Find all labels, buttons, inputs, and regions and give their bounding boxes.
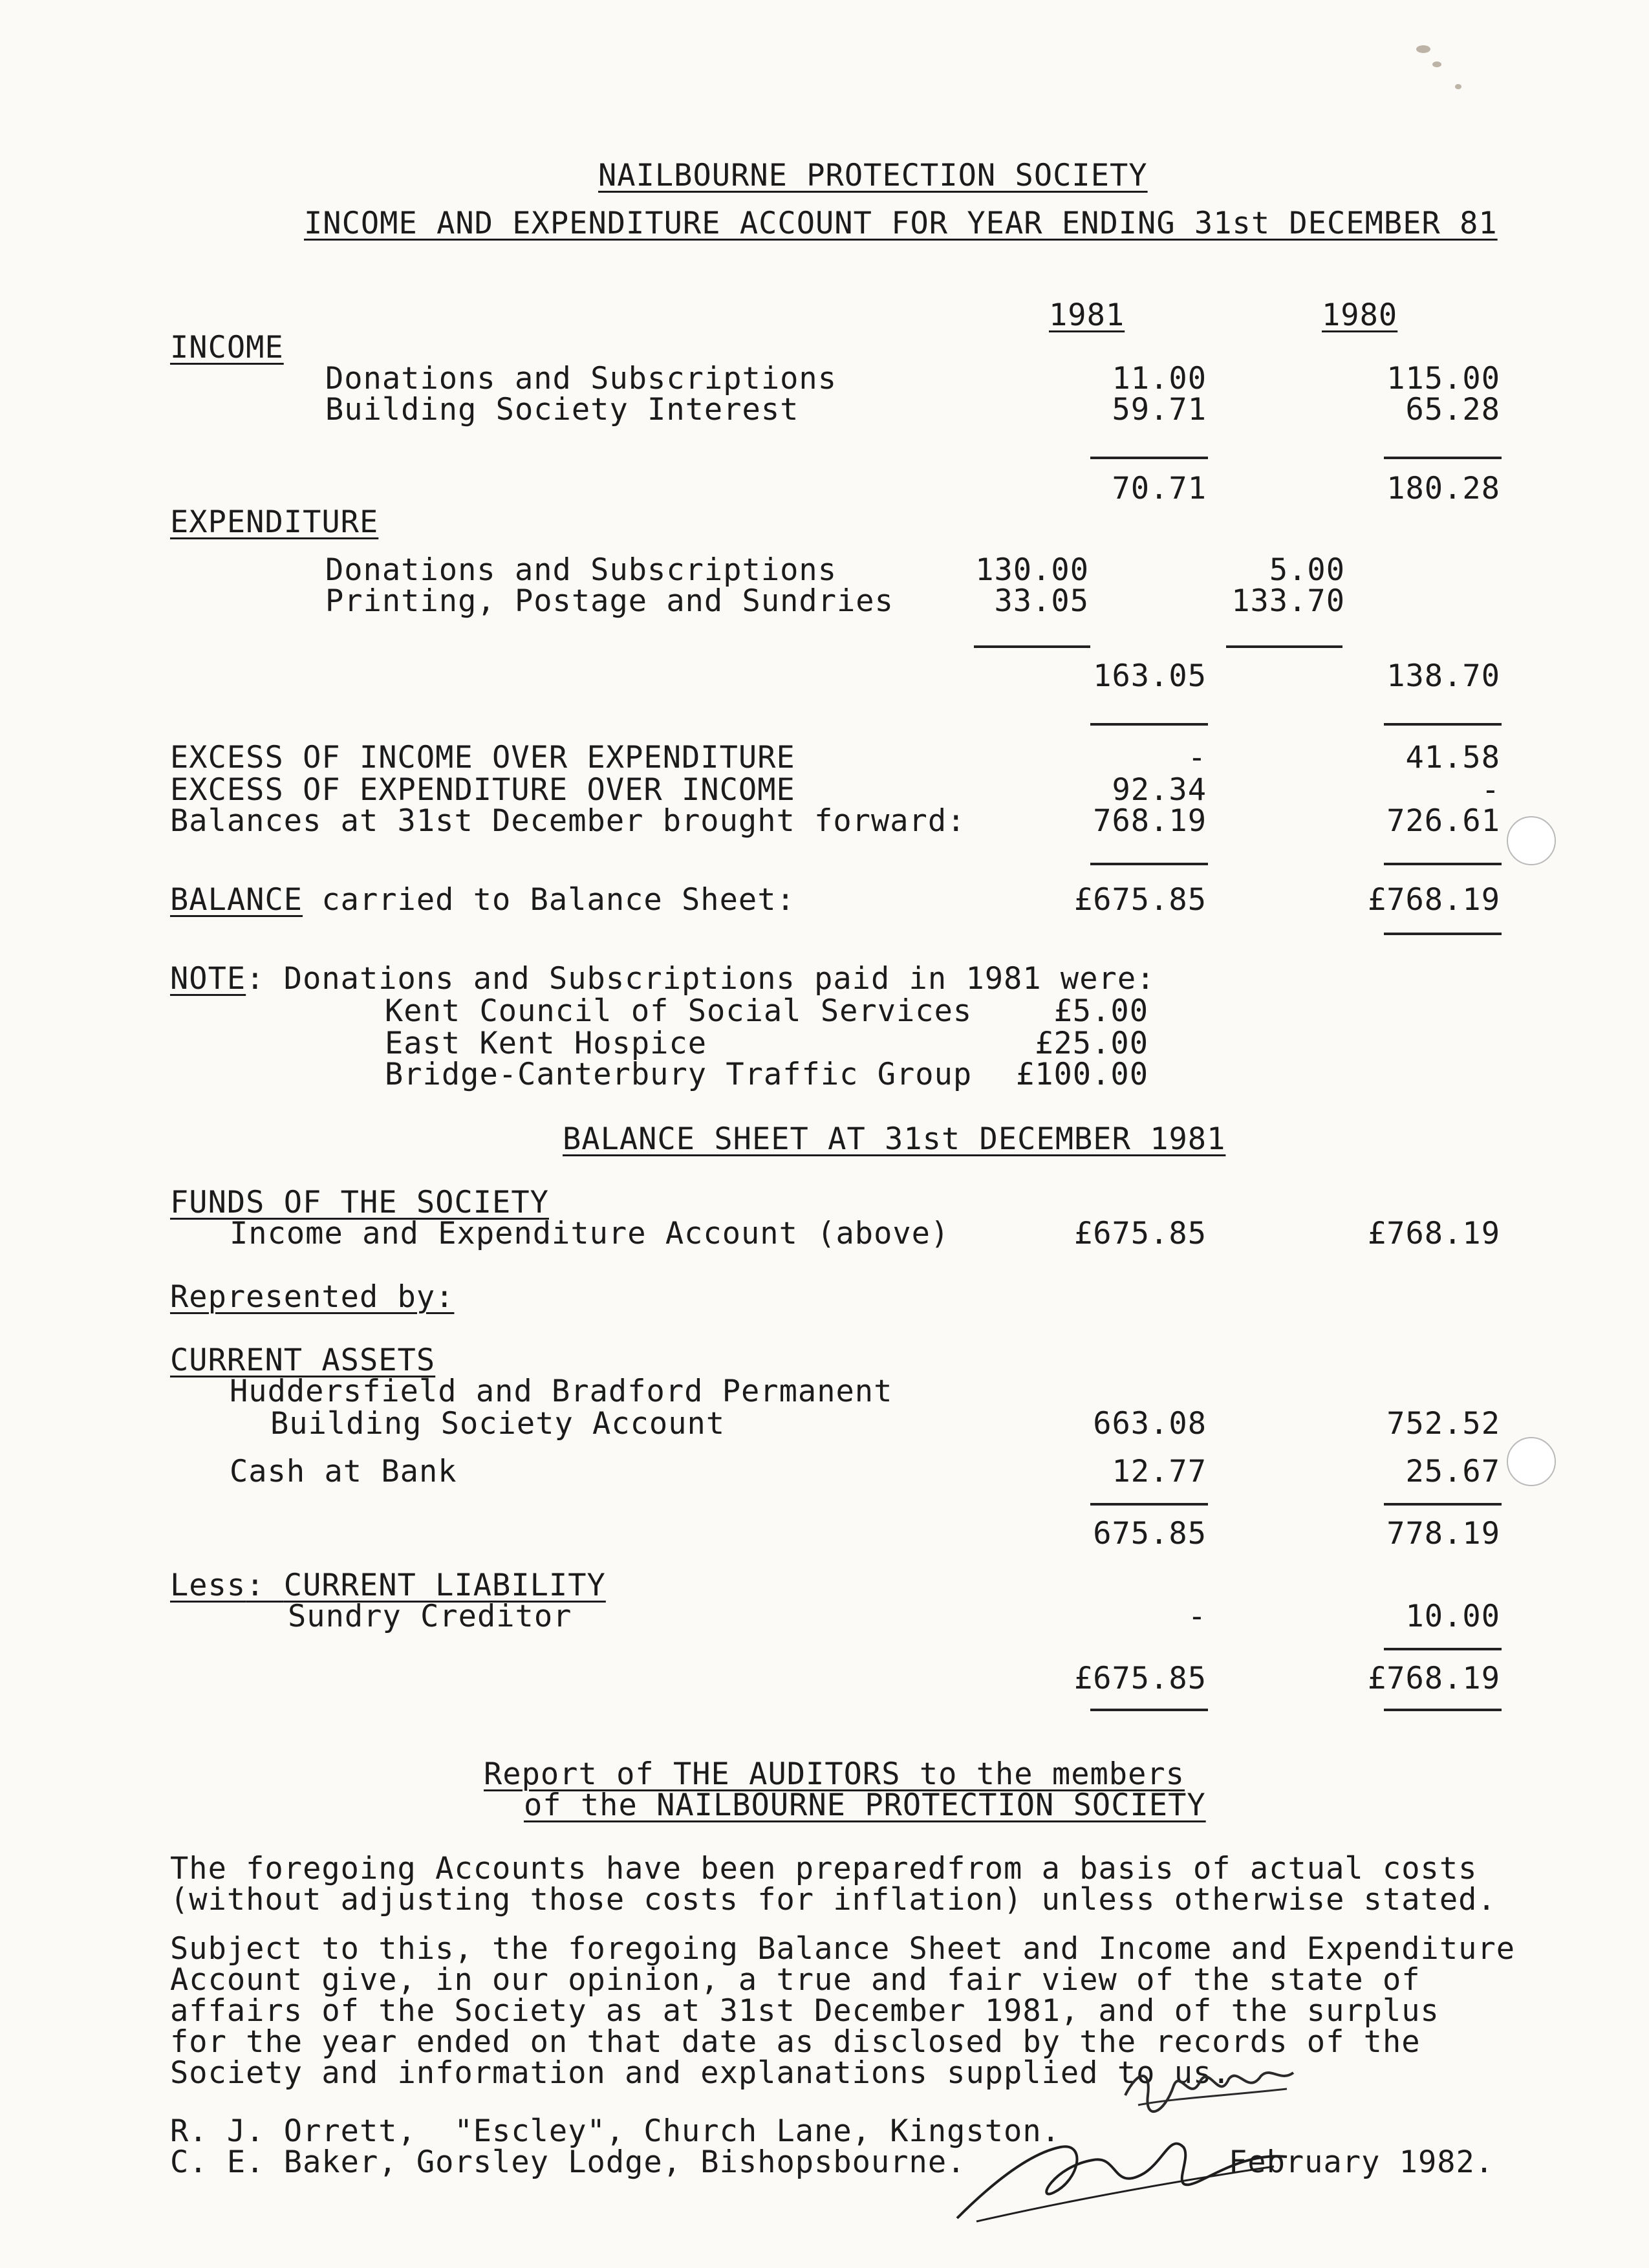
net-assets-1981: £675.85	[1073, 1661, 1207, 1696]
liability-row-1981: -	[1187, 1599, 1207, 1634]
note-item-name: Bridge-Canterbury Traffic Group	[385, 1057, 973, 1092]
signature-baker	[951, 2108, 1300, 2231]
expenditure-row-1980: 5.00	[1269, 552, 1345, 588]
income-heading: INCOME	[170, 330, 284, 365]
account-title: INCOME AND EXPENDITURE ACCOUNT FOR YEAR ENDING 31st DECEMBER 81	[304, 206, 1498, 241]
less-label: Less	[170, 1568, 246, 1603]
funds-row-1981: £675.85	[1073, 1216, 1207, 1251]
subtotal-rule	[974, 645, 1090, 648]
note-item-amount: £100.00	[1015, 1057, 1148, 1092]
expenditure-heading: EXPENDITURE	[170, 504, 379, 540]
funds-heading: FUNDS OF THE SOCIETY	[170, 1185, 549, 1220]
liability-row-label: Sundry Creditor	[288, 1599, 572, 1634]
report-date: February 1982.	[1229, 2144, 1494, 2180]
result-row-1981: 92.34	[1112, 772, 1207, 808]
note-item-name: Kent Council of Social Services	[385, 993, 973, 1029]
note-item-amount: £5.00	[1053, 993, 1148, 1029]
funds-row-label: Income and Expenditure Account (above)	[230, 1216, 950, 1251]
auditors-title-line1: Report of THE AUDITORS to the members	[484, 1756, 1185, 1792]
income-row-label: Donations and Subscriptions	[325, 361, 837, 396]
balance-label-keyword: BALANCE	[170, 882, 303, 918]
total-rule	[1384, 1648, 1502, 1650]
total-rule	[1090, 1709, 1208, 1711]
year-header-1980: 1980	[1322, 297, 1398, 333]
note-item-amount: £25.00	[1035, 1026, 1148, 1061]
note-item-name: East Kent Hospice	[385, 1026, 707, 1061]
report-line: for the year ended on that date as disclosed by the records of the	[170, 2024, 1421, 2060]
asset-row-1980: 25.67	[1405, 1454, 1500, 1489]
paper-stain	[1416, 45, 1430, 53]
expenditure-row-1980: 133.70	[1231, 583, 1345, 619]
expenditure-total-1981: 163.05	[1093, 658, 1207, 694]
balance-label	[170, 883, 795, 917]
note-label: NOTE	[170, 961, 246, 997]
expenditure-row-1981: 33.05	[994, 583, 1089, 619]
total-rule	[1384, 1709, 1502, 1711]
result-row-label: Balances at 31st December brought forward:	[170, 803, 966, 839]
balance-label-rest: carried to Balance Sheet:	[303, 882, 795, 918]
result-row-1980: -	[1481, 772, 1500, 808]
report-line: The foregoing Accounts have been preparedfrom a basis of actual costs	[170, 1851, 1478, 1886]
current-liability-label: CURRENT LIABILITY	[283, 1568, 606, 1603]
balance-sheet-title: BALANCE SHEET AT 31st DECEMBER 1981	[563, 1121, 1226, 1157]
paper-stain	[1432, 61, 1441, 67]
income-row-1980: 115.00	[1386, 361, 1500, 396]
balance-1981: £675.85	[1073, 882, 1207, 918]
result-row-1980: 41.58	[1405, 740, 1500, 775]
income-row-1981: 59.71	[1112, 392, 1207, 427]
asset-row-1980: 752.52	[1386, 1406, 1500, 1442]
result-row-label: EXCESS OF INCOME OVER EXPENDITURE	[170, 740, 795, 775]
result-row-1981: 768.19	[1093, 803, 1207, 839]
year-header-1981: 1981	[1049, 297, 1125, 333]
asset-row-1981: 12.77	[1112, 1454, 1207, 1489]
expenditure-row-label: Printing, Postage and Sundries	[325, 583, 894, 619]
asset-row-1981: 663.08	[1093, 1406, 1207, 1442]
report-line: affairs of the Society as at 31st December 1981, and of the surplus	[170, 1993, 1439, 2029]
total-rule	[1384, 723, 1502, 726]
report-line: Subject to this, the foregoing Balance Sheet and Income and Expenditure	[170, 1931, 1516, 1967]
net-assets-1980: £768.19	[1367, 1661, 1500, 1696]
note-heading	[170, 962, 1155, 996]
income-row-1981: 11.00	[1112, 361, 1207, 396]
result-row-label: EXCESS OF EXPENDITURE OVER INCOME	[170, 772, 795, 808]
total-rule	[1090, 457, 1208, 459]
report-line: Account give, in our opinion, a true and fair view of the state of	[170, 1962, 1421, 1998]
asset-row-label: Building Society Account	[270, 1406, 726, 1442]
paper-stain	[1455, 84, 1461, 89]
funds-row-1980: £768.19	[1367, 1216, 1500, 1251]
balance-1980: £768.19	[1367, 882, 1500, 918]
liability-heading: Less: CURRENT LIABILITY	[170, 1568, 606, 1603]
society-title: NAILBOURNE PROTECTION SOCIETY	[598, 158, 1148, 193]
income-total-1981: 70.71	[1112, 471, 1207, 506]
income-row-1980: 65.28	[1405, 392, 1500, 427]
report-line: Society and information and explanations supplied to us.	[170, 2055, 1231, 2091]
asset-row-label: Cash at Bank	[230, 1454, 457, 1489]
asset-row-label: Huddersfield and Bradford Permanent	[230, 1374, 893, 1409]
punch-hole	[1507, 1437, 1556, 1486]
assets-total-1980: 778.19	[1386, 1516, 1500, 1551]
total-rule	[1090, 1503, 1208, 1506]
expenditure-total-1980: 138.70	[1386, 658, 1500, 694]
signatory-line: C. E. Baker, Gorsley Lodge, Bishopsbourne.	[170, 2144, 966, 2180]
represented-by: Represented by:	[170, 1279, 455, 1315]
assets-total-1981: 675.85	[1093, 1516, 1207, 1551]
subtotal-rule	[1226, 645, 1342, 648]
income-row-label: Building Society Interest	[325, 392, 799, 427]
expenditure-row-label: Donations and Subscriptions	[325, 552, 837, 588]
total-rule	[1090, 723, 1208, 726]
liability-row-1980: 10.00	[1405, 1599, 1500, 1634]
punch-hole	[1507, 816, 1556, 865]
total-rule	[1384, 863, 1502, 865]
total-rule	[1384, 457, 1502, 459]
total-rule	[1090, 863, 1208, 865]
note-text: : Donations and Subscriptions paid in 1981 were:	[246, 961, 1156, 997]
result-row-1980: 726.61	[1386, 803, 1500, 839]
result-row-1981: -	[1187, 740, 1207, 775]
total-rule	[1384, 933, 1502, 935]
signatory-line: R. J. Orrett, "Escley", Church Lane, Kingston.	[170, 2113, 1061, 2149]
expenditure-row-1981: 130.00	[975, 552, 1089, 588]
current-assets-heading: CURRENT ASSETS	[170, 1343, 436, 1378]
income-total-1980: 180.28	[1386, 471, 1500, 506]
auditors-title-line2: of the NAILBOURNE PROTECTION SOCIETY	[524, 1787, 1206, 1823]
total-rule	[1384, 1503, 1502, 1506]
report-line: (without adjusting those costs for inflation) unless otherwise stated.	[170, 1882, 1496, 1917]
